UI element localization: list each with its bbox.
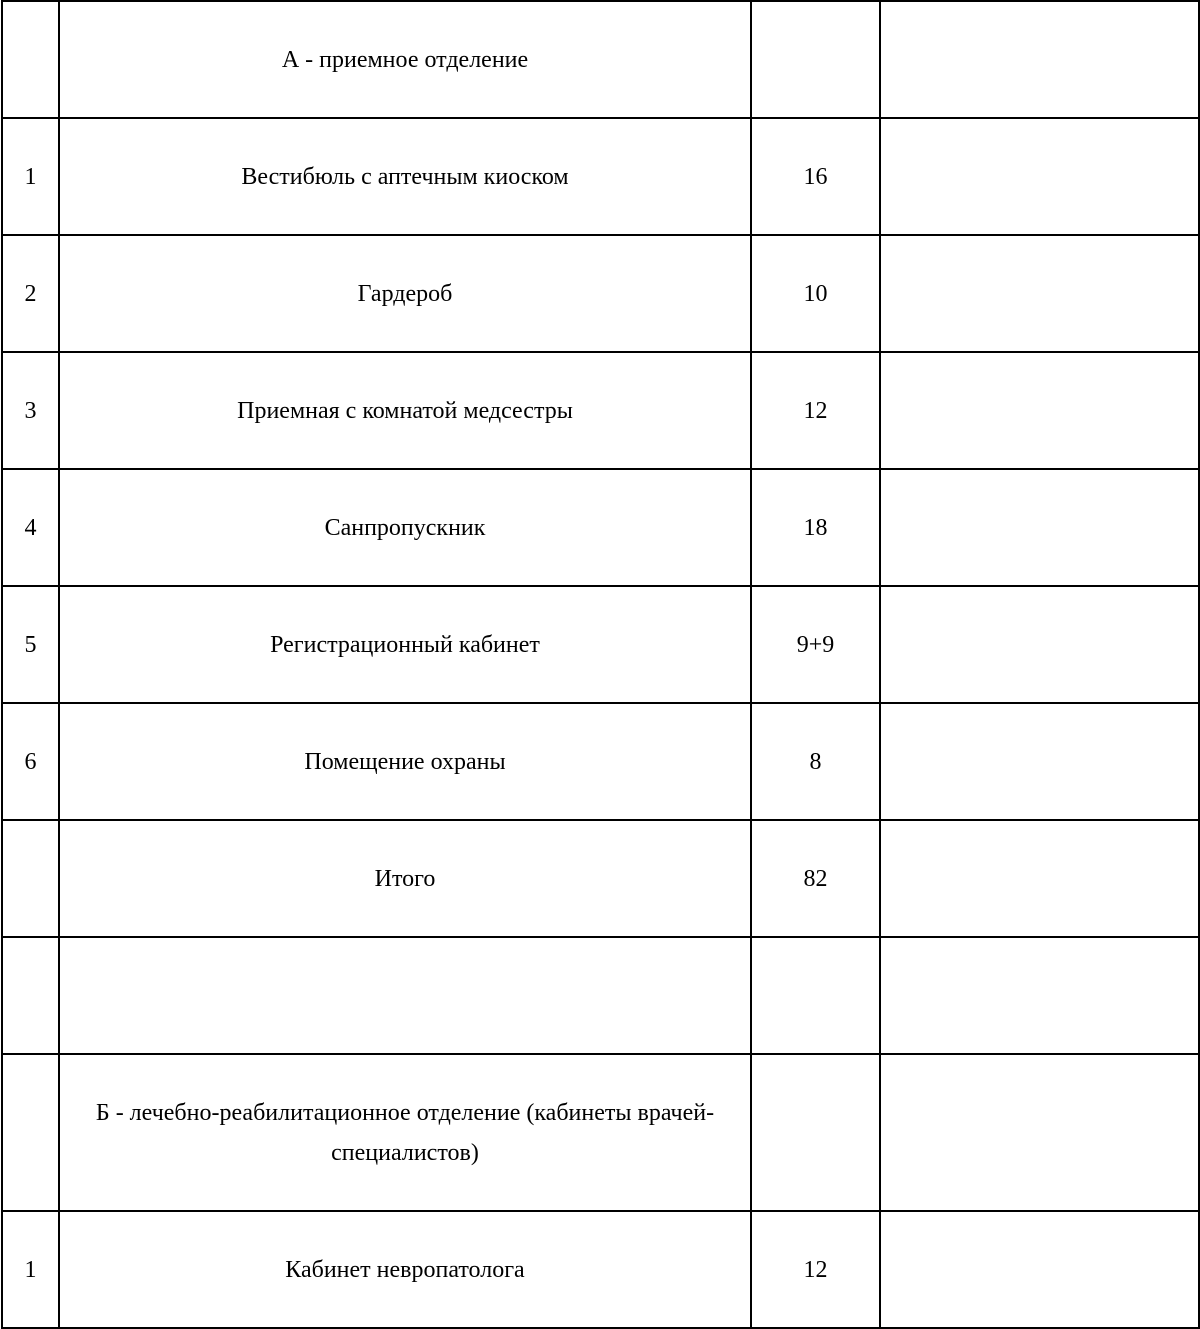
room-name-cell	[59, 937, 751, 1054]
rooms-table	[1, 0, 1200, 1329]
extra-cell	[880, 586, 1199, 703]
table-row	[2, 469, 1199, 586]
area-cell: 82	[751, 820, 880, 937]
table-row	[2, 235, 1199, 352]
section-header-row	[2, 1, 1199, 118]
extra-cell	[880, 937, 1199, 1054]
room-name-cell: Кабинет невропатолога	[59, 1211, 751, 1328]
room-name-cell: А - приемное отделение	[59, 1, 751, 118]
extra-cell	[880, 1, 1199, 118]
total-row	[2, 820, 1199, 937]
row-number-cell: 5	[2, 586, 59, 703]
extra-cell	[880, 820, 1199, 937]
extra-cell	[880, 1211, 1199, 1328]
row-number-cell: 1	[2, 1211, 59, 1328]
extra-cell	[880, 352, 1199, 469]
room-name-cell: Помещение охраны	[59, 703, 751, 820]
row-number-cell: 1	[2, 118, 59, 235]
extra-cell	[880, 235, 1199, 352]
row-number-cell: 2	[2, 235, 59, 352]
table-row	[2, 586, 1199, 703]
row-number-cell	[2, 1, 59, 118]
room-name-cell: Приемная с комнатой медсестры	[59, 352, 751, 469]
area-cell: 9+9	[751, 586, 880, 703]
extra-cell	[880, 118, 1199, 235]
row-number-cell	[2, 1054, 59, 1211]
extra-cell	[880, 469, 1199, 586]
area-cell: 18	[751, 469, 880, 586]
area-cell	[751, 1, 880, 118]
row-number-cell: 4	[2, 469, 59, 586]
room-name-cell: Гардероб	[59, 235, 751, 352]
room-name-cell: Санпропускник	[59, 469, 751, 586]
table-row	[2, 703, 1199, 820]
empty-row	[2, 937, 1199, 1054]
table-row	[2, 352, 1199, 469]
area-cell: 12	[751, 352, 880, 469]
area-cell	[751, 1054, 880, 1211]
area-cell	[751, 937, 880, 1054]
row-number-cell: 3	[2, 352, 59, 469]
area-cell: 8	[751, 703, 880, 820]
row-number-cell: 6	[2, 703, 59, 820]
room-name-cell: Регистрационный кабинет	[59, 586, 751, 703]
room-name-cell: Б - лечебно-реабилитационное отделение (кабинеты врачей-специалистов)	[59, 1054, 751, 1211]
table-row	[2, 118, 1199, 235]
extra-cell	[880, 703, 1199, 820]
table-row	[2, 1211, 1199, 1328]
area-cell: 16	[751, 118, 880, 235]
area-cell: 10	[751, 235, 880, 352]
section-header-row	[2, 1054, 1199, 1211]
room-name-cell: Итого	[59, 820, 751, 937]
row-number-cell	[2, 937, 59, 1054]
extra-cell	[880, 1054, 1199, 1211]
room-name-cell: Вестибюль с аптечным киоском	[59, 118, 751, 235]
row-number-cell	[2, 820, 59, 937]
area-cell: 12	[751, 1211, 880, 1328]
